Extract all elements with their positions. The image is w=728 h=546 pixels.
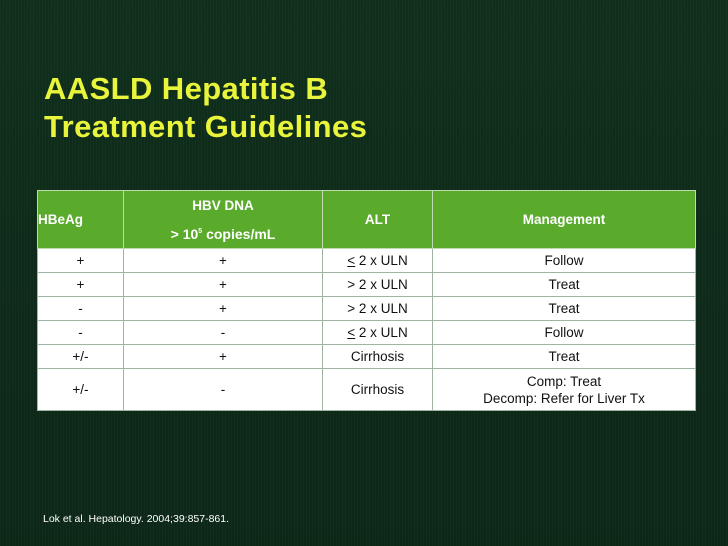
- table-row: [38, 249, 696, 273]
- hbv-dna-threshold-exponent: 5: [198, 227, 203, 235]
- hbv-dna-threshold-prefix: > 10: [170, 225, 199, 242]
- cell-alt: Cirrhosis: [323, 345, 433, 369]
- cell-hbv-dna: +: [124, 297, 323, 321]
- header-hbv-dna-label: HBV DNA: [192, 197, 254, 213]
- header-management: Management: [433, 191, 696, 249]
- slide-title-line-2: Treatment Guidelines: [44, 109, 368, 144]
- header-hbeag: HBeAg: [38, 191, 124, 249]
- cell-hbeag: +/-: [38, 345, 124, 369]
- cell-hbeag: +: [38, 249, 124, 273]
- header-hbv-dna-threshold: [124, 223, 322, 243]
- cell-management: [433, 369, 696, 411]
- table-header-row: [38, 191, 696, 249]
- cell-management: Follow: [433, 321, 696, 345]
- less-equal-symbol: <: [347, 325, 356, 340]
- cell-alt: Cirrhosis: [323, 369, 433, 411]
- cell-management: Treat: [433, 273, 696, 297]
- cell-alt: [323, 321, 433, 345]
- cell-hbeag: -: [38, 297, 124, 321]
- slide-title: [44, 70, 367, 146]
- table-row: [38, 345, 696, 369]
- table-row: [38, 369, 696, 411]
- table-row: [38, 321, 696, 345]
- cell-alt: > 2 x ULN: [323, 297, 433, 321]
- cell-alt: > 2 x ULN: [323, 273, 433, 297]
- cell-management-line-2: Decomp: Refer for Liver Tx: [483, 390, 645, 406]
- cell-alt-value: 2 x ULN: [355, 253, 408, 268]
- header-alt: ALT: [323, 191, 433, 249]
- cell-management: Treat: [433, 297, 696, 321]
- cell-hbeag: +: [38, 273, 124, 297]
- cell-alt: [323, 249, 433, 273]
- cell-hbeag: +/-: [38, 369, 124, 411]
- table-row: [38, 273, 696, 297]
- citation: Lok et al. Hepatology. 2004;39:857-861.: [43, 513, 230, 525]
- cell-alt-value: 2 x ULN: [355, 325, 408, 340]
- less-equal-symbol: <: [347, 253, 356, 268]
- cell-hbv-dna: -: [124, 369, 323, 411]
- hbv-dna-threshold-unit: copies/mL: [202, 225, 276, 242]
- slide-title-line-1: AASLD Hepatitis B: [44, 71, 329, 106]
- cell-hbv-dna: +: [124, 345, 323, 369]
- cell-management: Treat: [433, 345, 696, 369]
- cell-hbv-dna: +: [124, 249, 323, 273]
- treatment-guidelines-table: [37, 190, 696, 411]
- cell-hbeag: -: [38, 321, 124, 345]
- table-row: [38, 297, 696, 321]
- cell-management-line-1: Comp: Treat: [526, 373, 602, 389]
- cell-hbv-dna: +: [124, 273, 323, 297]
- header-hbv-dna: [124, 191, 323, 249]
- cell-management: Follow: [433, 249, 696, 273]
- cell-hbv-dna: -: [124, 321, 323, 345]
